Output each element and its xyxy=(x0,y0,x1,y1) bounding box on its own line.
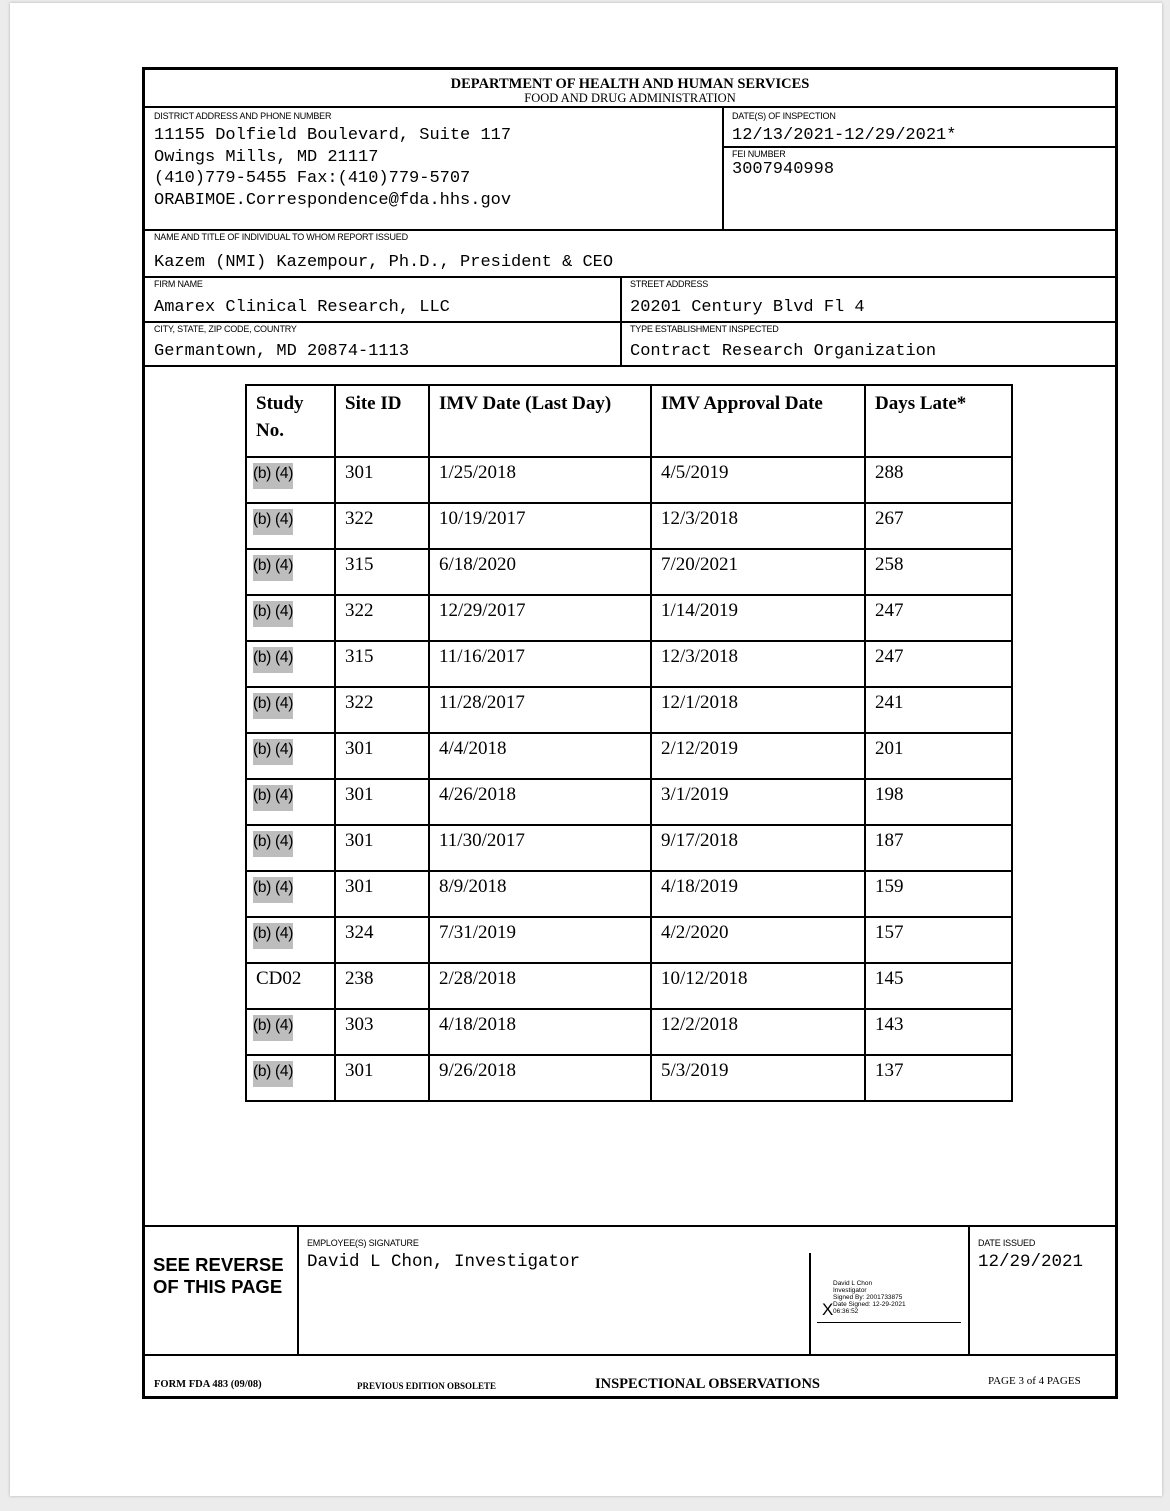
divider xyxy=(722,106,724,230)
cell-approval-date: 12/3/2018 xyxy=(651,641,865,687)
cell-study-no: CD02 xyxy=(246,963,335,1009)
date-issued: 12/29/2021 xyxy=(978,1252,1084,1272)
electronic-signature xyxy=(833,1280,906,1315)
table-row xyxy=(246,641,1012,687)
cell-study-no xyxy=(246,825,335,871)
cell-approval-date: 12/1/2018 xyxy=(651,687,865,733)
department-title: DEPARTMENT OF HEALTH AND HUMAN SERVICES xyxy=(450,76,810,92)
district-line3: (410)779-5455 Fax:(410)779-5707 xyxy=(154,169,471,188)
cell-approval-date: 12/2/2018 xyxy=(651,1009,865,1055)
cell-study-no xyxy=(246,917,335,963)
cell-days-late: 258 xyxy=(865,549,1012,595)
cell-days-late: 247 xyxy=(865,595,1012,641)
cell-site-id: 238 xyxy=(335,963,429,1009)
establishment-type: Contract Research Organization xyxy=(630,342,937,361)
table-row xyxy=(246,733,1012,779)
page-number: PAGE 3 of 4 PAGES xyxy=(988,1375,1081,1387)
see-reverse-note xyxy=(153,1254,284,1298)
col-imv-approval-date: IMV Approval Date xyxy=(651,385,865,457)
cell-imv-date: 10/19/2017 xyxy=(429,503,651,549)
cell-study-no xyxy=(246,779,335,825)
table-row xyxy=(246,595,1012,641)
inspection-dates: 12/13/2021-12/29/2021* xyxy=(732,126,957,145)
street-label: STREET ADDRESS xyxy=(630,279,709,289)
cell-days-late: 198 xyxy=(865,779,1012,825)
redaction-marker: (b) (4) xyxy=(253,1061,293,1087)
district-label: DISTRICT ADDRESS AND PHONE NUMBER xyxy=(154,111,332,121)
firm-name: Amarex Clinical Research, LLC xyxy=(154,298,450,317)
table-row xyxy=(246,687,1012,733)
redaction-marker: (b) (4) xyxy=(253,785,293,811)
divider xyxy=(297,1225,299,1355)
divider xyxy=(145,106,1115,108)
district-email: ORABIMOE.Correspondence@fda.hhs.gov xyxy=(154,191,512,210)
cell-approval-date: 4/5/2019 xyxy=(651,457,865,503)
cell-imv-date: 11/16/2017 xyxy=(429,641,651,687)
see-reverse-line1: SEE REVERSE xyxy=(153,1254,284,1275)
cell-days-late: 247 xyxy=(865,641,1012,687)
signature-line xyxy=(817,1322,961,1323)
redaction-marker: (b) (4) xyxy=(253,601,293,627)
cell-study-no xyxy=(246,503,335,549)
cell-study-no xyxy=(246,595,335,641)
cell-site-id: 301 xyxy=(335,825,429,871)
cell-imv-date: 8/9/2018 xyxy=(429,871,651,917)
employee-signature-label: EMPLOYEE(S) SIGNATURE xyxy=(307,1238,419,1248)
cell-site-id: 322 xyxy=(335,595,429,641)
form-number: FORM FDA 483 (09/08) xyxy=(154,1379,262,1390)
signature-x-mark: X xyxy=(822,1300,834,1319)
cell-imv-date: 6/18/2020 xyxy=(429,549,651,595)
table-row xyxy=(246,963,1012,1009)
table-row xyxy=(246,825,1012,871)
redaction-marker: (b) (4) xyxy=(253,463,293,489)
cell-site-id: 315 xyxy=(335,641,429,687)
redaction-marker: (b) (4) xyxy=(253,555,293,581)
form-483 xyxy=(142,67,1118,1399)
cell-imv-date: 7/31/2019 xyxy=(429,917,651,963)
cell-site-id: 301 xyxy=(335,779,429,825)
sig-title: Investigator xyxy=(833,1287,867,1294)
col-imv-date: IMV Date (Last Day) xyxy=(429,385,651,457)
street-address: 20201 Century Blvd Fl 4 xyxy=(630,298,865,317)
cell-imv-date: 9/26/2018 xyxy=(429,1055,651,1101)
firm-name-label: FIRM NAME xyxy=(154,279,203,289)
cell-imv-date: 4/18/2018 xyxy=(429,1009,651,1055)
cell-site-id: 301 xyxy=(335,1055,429,1101)
table-row xyxy=(246,779,1012,825)
recipient-name: Kazem (NMI) Kazempour, Ph.D., President & CEO xyxy=(154,253,614,272)
cell-days-late: 187 xyxy=(865,825,1012,871)
table-body xyxy=(246,457,1012,1101)
city-state-zip: Germantown, MD 20874-1113 xyxy=(154,342,410,361)
cell-study-no xyxy=(246,687,335,733)
employee-signature: David L Chon, Investigator xyxy=(307,1252,581,1272)
cell-approval-date: 7/20/2021 xyxy=(651,549,865,595)
cell-days-late: 159 xyxy=(865,871,1012,917)
establishment-type-label: TYPE ESTABLISHMENT INSPECTED xyxy=(630,324,779,334)
col-days-late: Days Late* xyxy=(865,385,1012,457)
cell-site-id: 301 xyxy=(335,457,429,503)
table-row xyxy=(246,871,1012,917)
cell-study-no xyxy=(246,641,335,687)
cell-site-id: 301 xyxy=(335,871,429,917)
fei-label: FEI NUMBER xyxy=(732,149,786,159)
cell-days-late: 241 xyxy=(865,687,1012,733)
date-issued-label: DATE ISSUED xyxy=(978,1238,1036,1248)
table-row xyxy=(246,917,1012,963)
redaction-marker: (b) (4) xyxy=(253,923,293,949)
cell-approval-date: 2/12/2019 xyxy=(651,733,865,779)
district-line2: Owings Mills, MD 21117 xyxy=(154,148,379,167)
table-row xyxy=(246,457,1012,503)
see-reverse-line2: OF THIS PAGE xyxy=(153,1276,283,1297)
inspection-dates-label: DATE(S) OF INSPECTION xyxy=(732,111,836,121)
cell-approval-date: 12/3/2018 xyxy=(651,503,865,549)
cell-site-id: 315 xyxy=(335,549,429,595)
table-row xyxy=(246,1009,1012,1055)
cell-approval-date: 3/1/2019 xyxy=(651,779,865,825)
sig-date-signed: Date Signed: 12-29-2021 xyxy=(833,1301,906,1308)
cell-days-late: 145 xyxy=(865,963,1012,1009)
agency-title: FOOD AND DRUG ADMINISTRATION xyxy=(524,91,736,105)
redaction-marker: (b) (4) xyxy=(253,647,293,673)
redaction-marker: (b) (4) xyxy=(253,693,293,719)
cell-study-no xyxy=(246,871,335,917)
cell-imv-date: 2/28/2018 xyxy=(429,963,651,1009)
document-page xyxy=(10,3,1162,1496)
cell-imv-date: 12/29/2017 xyxy=(429,595,651,641)
divider xyxy=(809,1253,811,1355)
divider xyxy=(145,229,1115,231)
cell-imv-date: 4/4/2018 xyxy=(429,733,651,779)
cell-approval-date: 5/3/2019 xyxy=(651,1055,865,1101)
cell-study-no xyxy=(246,549,335,595)
cell-imv-date: 4/26/2018 xyxy=(429,779,651,825)
cell-days-late: 267 xyxy=(865,503,1012,549)
cell-site-id: 322 xyxy=(335,687,429,733)
cell-days-late: 137 xyxy=(865,1055,1012,1101)
district-line1: 11155 Dolfield Boulevard, Suite 117 xyxy=(154,126,512,145)
cell-approval-date: 4/18/2019 xyxy=(651,871,865,917)
sig-name: David L Chon xyxy=(833,1280,873,1287)
cell-site-id: 322 xyxy=(335,503,429,549)
cell-days-late: 201 xyxy=(865,733,1012,779)
table-row xyxy=(246,1055,1012,1101)
cell-days-late: 288 xyxy=(865,457,1012,503)
divider xyxy=(968,1225,970,1355)
cell-study-no xyxy=(246,1055,335,1101)
cell-study-no xyxy=(246,733,335,779)
fei-number: 3007940998 xyxy=(732,160,835,179)
divider xyxy=(145,276,1115,278)
redaction-marker: (b) (4) xyxy=(253,831,293,857)
redaction-marker: (b) (4) xyxy=(253,739,293,765)
cell-approval-date: 4/2/2020 xyxy=(651,917,865,963)
cell-site-id: 303 xyxy=(335,1009,429,1055)
imv-late-approval-table xyxy=(245,384,1013,1102)
col-site-id: Site ID xyxy=(335,385,429,457)
table-header-row xyxy=(246,385,1012,457)
sig-time: 06:36:52 xyxy=(833,1308,859,1315)
cell-days-late: 143 xyxy=(865,1009,1012,1055)
redaction-marker: (b) (4) xyxy=(253,1015,293,1041)
sig-signed-by: Signed By: 2001733875 xyxy=(833,1294,903,1301)
col-study-no: Study No. xyxy=(246,385,335,457)
cell-imv-date: 11/28/2017 xyxy=(429,687,651,733)
cell-days-late: 157 xyxy=(865,917,1012,963)
divider xyxy=(145,321,1115,323)
cell-approval-date: 10/12/2018 xyxy=(651,963,865,1009)
table-row xyxy=(246,503,1012,549)
cell-site-id: 324 xyxy=(335,917,429,963)
previous-edition-note: PREVIOUS EDITION OBSOLETE xyxy=(357,1381,497,1391)
cell-approval-date: 1/14/2019 xyxy=(651,595,865,641)
cell-study-no xyxy=(246,457,335,503)
cell-study-no xyxy=(246,1009,335,1055)
cell-imv-date: 1/25/2018 xyxy=(429,457,651,503)
recipient-label: NAME AND TITLE OF INDIVIDUAL TO WHOM REPORT ISSUED xyxy=(154,232,408,242)
divider xyxy=(145,365,1115,367)
divider xyxy=(145,1354,1115,1356)
divider xyxy=(722,146,1115,148)
redaction-marker: (b) (4) xyxy=(253,877,293,903)
city-label: CITY, STATE, ZIP CODE, COUNTRY xyxy=(154,324,297,334)
table-row xyxy=(246,549,1012,595)
redaction-marker: (b) (4) xyxy=(253,509,293,535)
cell-approval-date: 9/17/2018 xyxy=(651,825,865,871)
cell-imv-date: 11/30/2017 xyxy=(429,825,651,871)
form-title: INSPECTIONAL OBSERVATIONS xyxy=(595,1376,820,1392)
cell-site-id: 301 xyxy=(335,733,429,779)
